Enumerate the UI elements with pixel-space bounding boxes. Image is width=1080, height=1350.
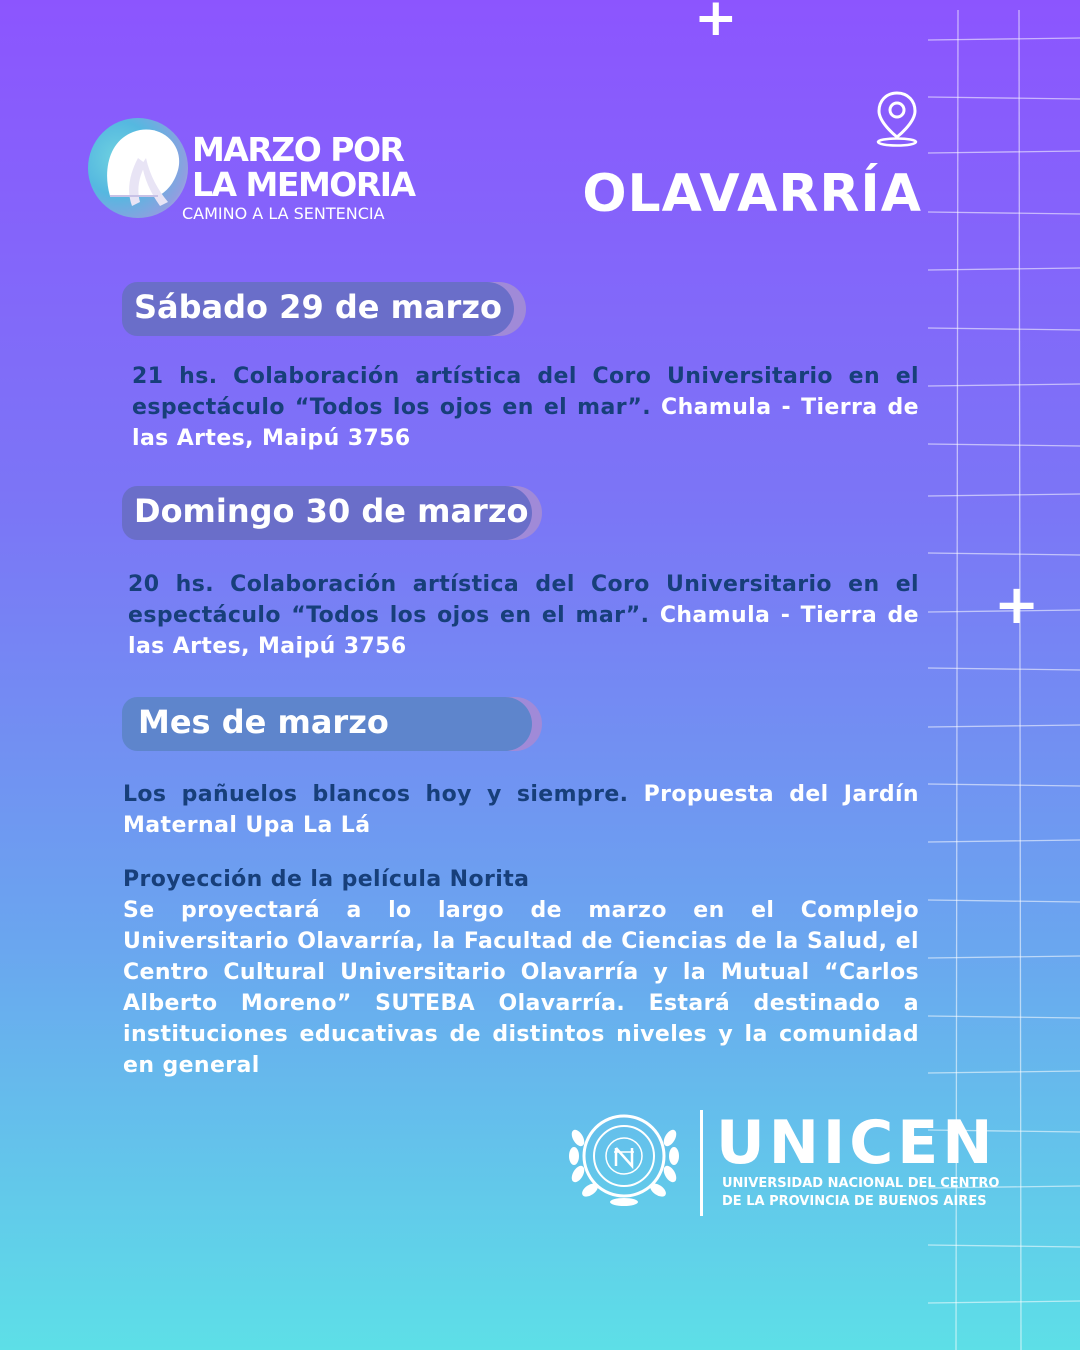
section-heading-label: Sábado 29 de marzo <box>134 288 502 326</box>
logo-divider <box>700 1110 703 1216</box>
university-full-name-line1: UNIVERSIDAD NACIONAL DEL CENTRO <box>722 1176 1000 1191</box>
campaign-logo <box>88 118 428 228</box>
section-heading-label: Mes de marzo <box>138 703 389 741</box>
event-title: Proyección de la película Norita <box>123 867 530 892</box>
event-location: Chamula - Tierra de las Artes, Maipú 3756 <box>132 395 919 451</box>
university-name: UNICEN <box>716 1108 997 1178</box>
logo-title-line1: MARZO POR <box>192 130 404 169</box>
section-text-sunday <box>128 569 919 662</box>
map-pin-icon <box>874 90 920 148</box>
event-detail: Se proyectará a lo largo de marzo en el Complejo Universitario Olavarría, la Facultad de Ciencias de la Salud, el Centro Cultural Universitario Olavarría y la Mutual “Carlos Alberto Moreno” SUTEBA Olavarría. Estará destinado a instituciones educativas de distintos niveles y la comunidad en general <box>123 898 919 1078</box>
section-heading-label: Domingo 30 de marzo <box>134 492 529 530</box>
event-detail: Propuesta del Jardín Maternal Upa La Lá <box>123 782 919 838</box>
plus-decoration-icon: + <box>694 0 738 48</box>
headscarf-logo-icon <box>88 118 188 218</box>
university-full-name-line2: DE LA PROVINCIA DE BUENOS AIRES <box>722 1194 987 1209</box>
plus-decoration-icon: + <box>994 573 1040 636</box>
event-description: Los pañuelos blancos hoy y siempre. <box>123 782 629 807</box>
university-seal-icon <box>566 1108 682 1208</box>
event-description: 20 hs. Colaboración artística del Coro Universitario en el espectáculo “Todos los ojos en el mar”. <box>128 572 919 628</box>
section-text-month-item2 <box>123 864 919 1081</box>
section-text-month-item1 <box>123 779 919 841</box>
logo-title-line2: LA MEMORIA <box>192 165 415 204</box>
event-location: Chamula - Tierra de las Artes, Maipú 3756 <box>128 603 919 659</box>
logo-subtitle: CAMINO A LA SENTENCIA <box>182 204 385 223</box>
event-description: 21 hs. Colaboración artística del Coro Universitario en el espectáculo “Todos los ojos en el mar”. <box>132 364 919 420</box>
city-title: OLAVARRÍA <box>582 164 922 224</box>
section-text-saturday <box>132 361 919 454</box>
university-logo <box>566 1108 1000 1218</box>
